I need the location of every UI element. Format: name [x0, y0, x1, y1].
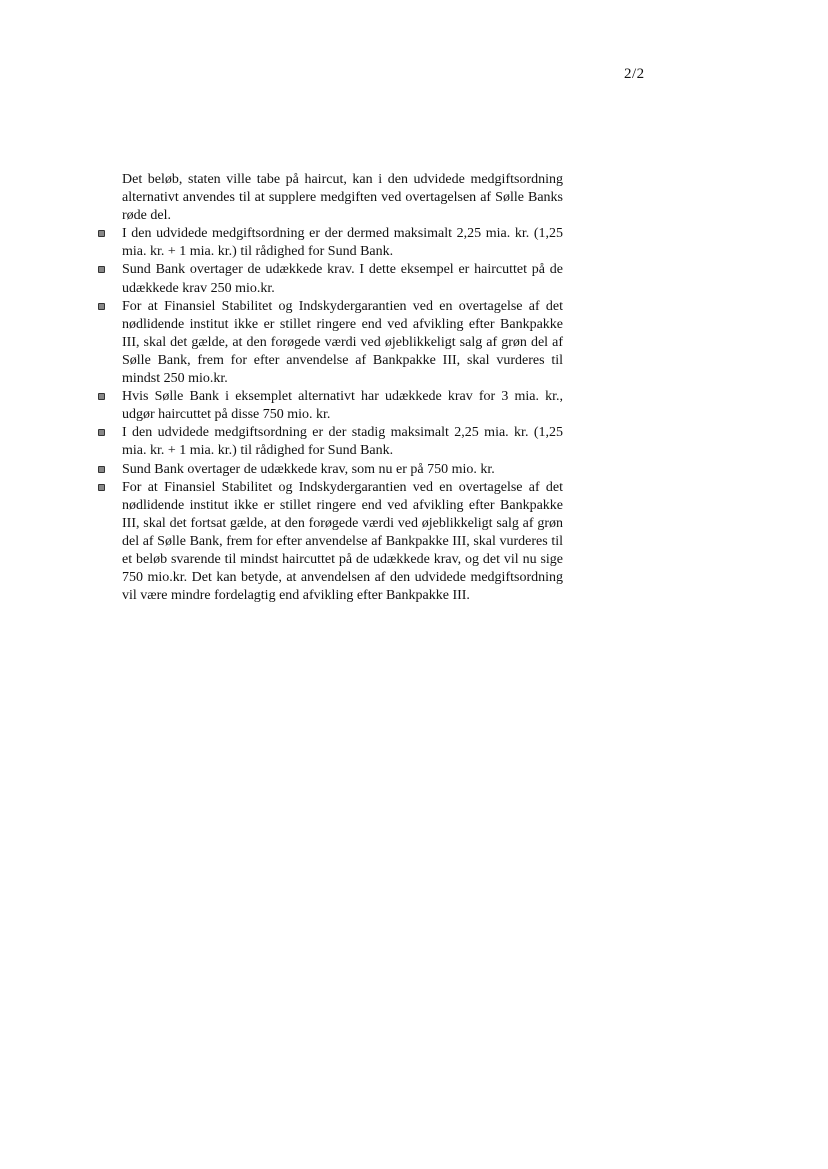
- bullet-item: [122, 261, 563, 297]
- bullet-text: For at Finansiel Stabilitet og Indskydergarantien ved en overtagelse af det nødlidende institut ikke er stillet ringere end ved afvikling efter Bankpakke III, skal det fortsat gælde, at den forøgede værdi ved øjeblikkeligt salg af grøn del af Sølle Bank, frem for efter anvendelse af Bankpakke III, skal vurderes til et beløb svarende til mindst haircuttet på de udækkede krav, og det vil nu sige 750 mio.kr. Det kan betyde, at anvendelsen af den udvidede medgiftsordning vil være mindre fordelagtig end afvikling efter Bankpakke III.: [122, 479, 563, 604]
- bullet-text: I den udvidede medgiftsordning er der stadig maksimalt 2,25 mia. kr. (1,25 mia. kr. + 1 mia. kr.) til rådighed for Sund Bank.: [122, 425, 563, 459]
- bullet-marker-icon: [98, 429, 105, 436]
- intro-paragraph: Det beløb, staten ville tabe på haircut, kan i den udvidede medgiftsordning alternativt anvendes til at supplere medgiften ved overtagelsen af Sølle Banks røde del.: [122, 172, 563, 224]
- bullet-item: [122, 388, 563, 424]
- bullet-item: [122, 298, 563, 388]
- bullet-item: [122, 479, 563, 606]
- bullet-marker-icon: [98, 484, 105, 491]
- bullet-list: [122, 225, 563, 605]
- bullet-marker-icon: [98, 303, 105, 310]
- bullet-item: [122, 461, 563, 479]
- bullet-item: [122, 225, 563, 261]
- bullet-item: [122, 424, 563, 460]
- bullet-text: For at Finansiel Stabilitet og Indskydergarantien ved en overtagelse af det nødlidende institut ikke er stillet ringere end ved afvikling efter Bankpakke III, skal det gælde, at den forøgede værdi ved øjeblikkeligt salg af grøn del af Sølle Bank, frem for efter anvendelse af Bankpakke III, skal vurderes til mindst 250 mio.kr.: [122, 298, 563, 387]
- body-text: [122, 171, 563, 605]
- bullet-text: Hvis Sølle Bank i eksemplet alternativt har udækkede krav for 3 mia. kr., udgør haircuttet på disse 750 mio. kr.: [122, 389, 563, 423]
- bullet-text: Sund Bank overtager de udækkede krav, som nu er på 750 mio. kr.: [122, 461, 495, 477]
- bullet-text: Sund Bank overtager de udækkede krav. I dette eksempel er haircuttet på de udækkede krav 250 mio.kr.: [122, 262, 563, 296]
- page-number: 2/2: [624, 66, 645, 82]
- bullet-marker-icon: [98, 393, 105, 400]
- bullet-marker-icon: [98, 230, 105, 237]
- bullet-marker-icon: [98, 466, 105, 473]
- bullet-text: I den udvidede medgiftsordning er der dermed maksimalt 2,25 mia. kr. (1,25 mia. kr. + 1 mia. kr.) til rådighed for Sund Bank.: [122, 226, 563, 260]
- bullet-marker-icon: [98, 266, 105, 273]
